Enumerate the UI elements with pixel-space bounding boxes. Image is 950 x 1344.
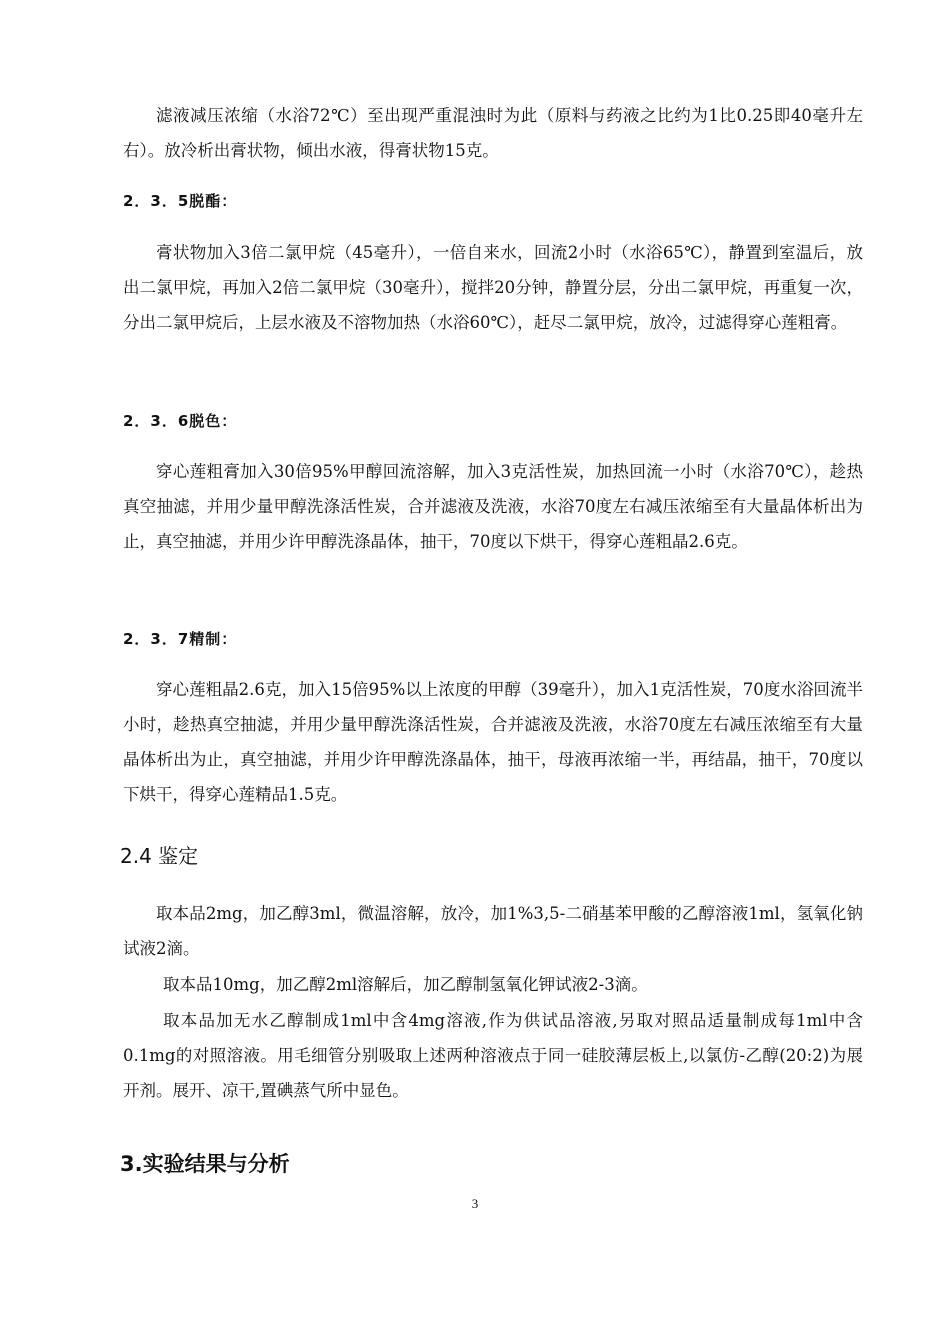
heading-2-3-7: 2．3．7精制： bbox=[123, 630, 238, 648]
page-number: 3 bbox=[471, 1196, 479, 1211]
paragraph-degreasing: 膏状物加入3倍二氯甲烷（45毫升），一倍自来水，回流2小时（水浴65℃），静置到室温后，放出二氯甲烷，再加入2倍二氯甲烷（30毫升），搅拌20分钟，静置分层，分出二氯甲烷，再重复一次，分出二氯甲烷后，上层水液及不溶物加热（水浴60℃），赶尽二氯甲烷，放冷，过滤得穿心莲粗膏。 bbox=[123, 243, 863, 332]
heading-2-3-6: 2．3．6脱色： bbox=[123, 412, 238, 430]
paragraph-decolorization: 穿心莲粗膏加入30倍95%甲醇回流溶解，加入3克活性炭，加热回流一小时（水浴70℃），趁热真空抽滤，并用少量甲醇洗涤活性炭，合并滤液及洗液，水浴70度左右减压浓缩至有大量晶体析出为止，真空抽滤，并用少许甲醇洗涤晶体，抽干，70度以下烘干，得穿心莲粗晶2.6克。 bbox=[123, 462, 863, 551]
paragraph-refining: 穿心莲粗晶2.6克，加入15倍95%以上浓度的甲醇（39毫升），加入1克活性炭，70度水浴回流半小时，趁热真空抽滤，并用少量甲醇洗涤活性炭，合并滤液及洗液，水浴70度左右减压浓缩至有大量晶体析出为止，真空抽滤，并用少许甲醇洗涤晶体，抽干，母液再浓缩一半，再结晶，抽干，70度以下烘干，得穿心莲精品1.5克。 bbox=[123, 680, 863, 804]
heading-3: 3.实验结果与分析 bbox=[120, 1152, 290, 1176]
paragraph-identification-2: 取本品10mg，加乙醇2ml溶解后，加乙醇制氢氧化钾试液2-3滴。 bbox=[163, 975, 648, 994]
paragraph-identification-3: 取本品加无水乙醇制成1ml中含4mg溶液,作为供试品溶液,另取对照品适量制成每1ml中含0.1mg的对照溶液。用毛细管分别吸取上述两种溶液点于同一硅胶薄层板上,以氯仿-乙醇(20:2)为展开剂。展开、凉干,置碘蒸气所中显色。 bbox=[123, 1011, 863, 1100]
heading-2-3-5: 2．3．5脱酯： bbox=[123, 192, 238, 210]
paragraph-concentration: 滤液减压浓缩（水浴72℃）至出现严重混浊时为此（原料与药液之比约为1比0.25即40毫升左右）。放冷析出膏状物，倾出水液，得膏状物15克。 bbox=[123, 106, 863, 160]
heading-2-4: 2.4 鉴定 bbox=[120, 844, 199, 868]
paragraph-identification-1: 取本品2mg，加乙醇3ml，微温溶解，放冷，加1%3,5-二硝基苯甲酸的乙醇溶液1ml，氢氧化钠试液2滴。 bbox=[123, 904, 863, 958]
